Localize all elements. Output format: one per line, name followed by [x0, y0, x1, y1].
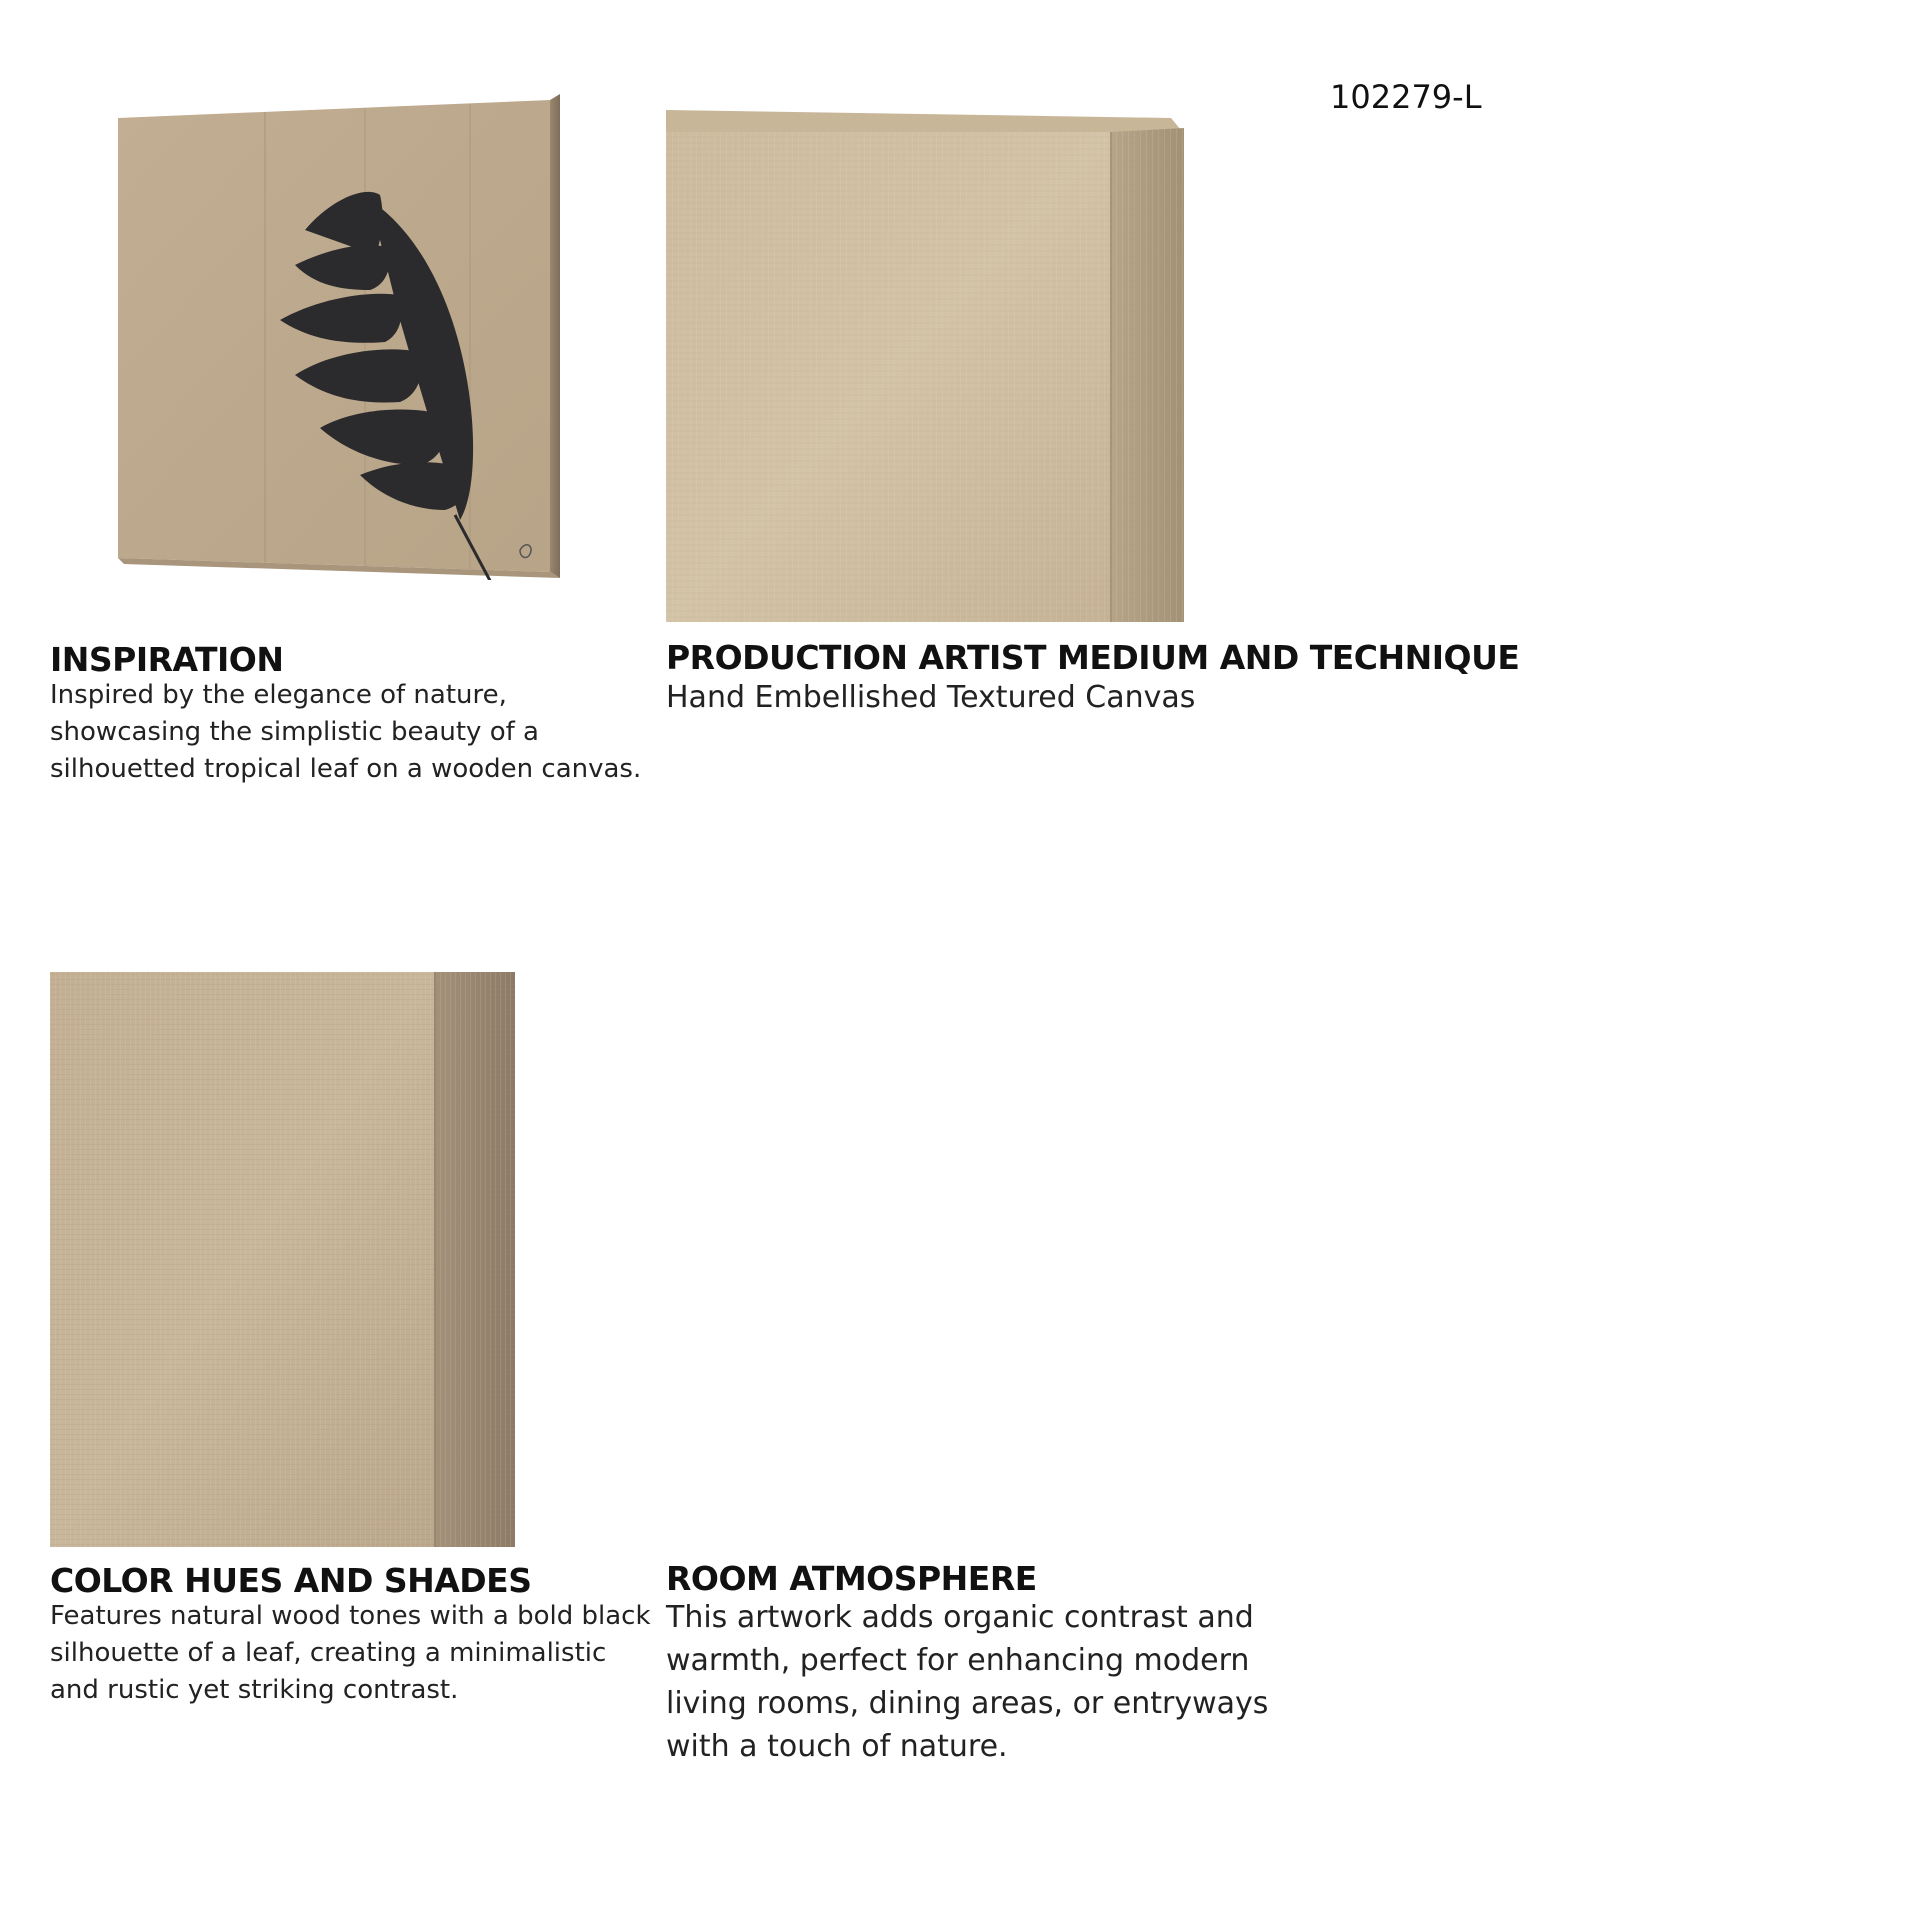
product-sku: 102279-L — [1330, 78, 1482, 116]
room-body — [666, 1596, 1268, 1768]
inspiration-line: Inspired by the elegance of nature, — [50, 680, 507, 710]
medium-body — [666, 676, 1195, 719]
medium-line: Hand Embellished Textured Canvas — [666, 680, 1196, 715]
canvas-edge-svg — [50, 972, 515, 1547]
inspiration-heading: INSPIRATION — [50, 640, 284, 679]
room-line: living rooms, dining areas, or entryways — [666, 1686, 1269, 1721]
medium-heading: PRODUCTION ARTIST MEDIUM AND TECHNIQUE — [666, 638, 1520, 677]
leaf-artwork-image — [100, 90, 570, 580]
leaf-artwork-svg — [100, 90, 570, 580]
canvas-edge-detail-image — [50, 972, 515, 1547]
inspiration-line: showcasing the simplistic beauty of a — [50, 717, 539, 747]
color-line: and rustic yet striking contrast. — [50, 1675, 459, 1705]
color-body — [50, 1598, 651, 1709]
room-line: with a touch of nature. — [666, 1729, 1008, 1764]
inspiration-body — [50, 677, 641, 788]
room-line: warmth, perfect for enhancing modern — [666, 1643, 1250, 1678]
color-heading: COLOR HUES AND SHADES — [50, 1561, 532, 1600]
canvas-corner-detail-image — [666, 110, 1184, 622]
room-heading: ROOM ATMOSPHERE — [666, 1559, 1037, 1598]
color-line: silhouette of a leaf, creating a minimalistic — [50, 1638, 607, 1668]
canvas-corner-svg — [666, 110, 1184, 622]
room-line: This artwork adds organic contrast and — [666, 1600, 1254, 1635]
inspiration-line: silhouetted tropical leaf on a wooden canvas. — [50, 754, 642, 784]
color-line: Features natural wood tones with a bold black — [50, 1601, 651, 1631]
